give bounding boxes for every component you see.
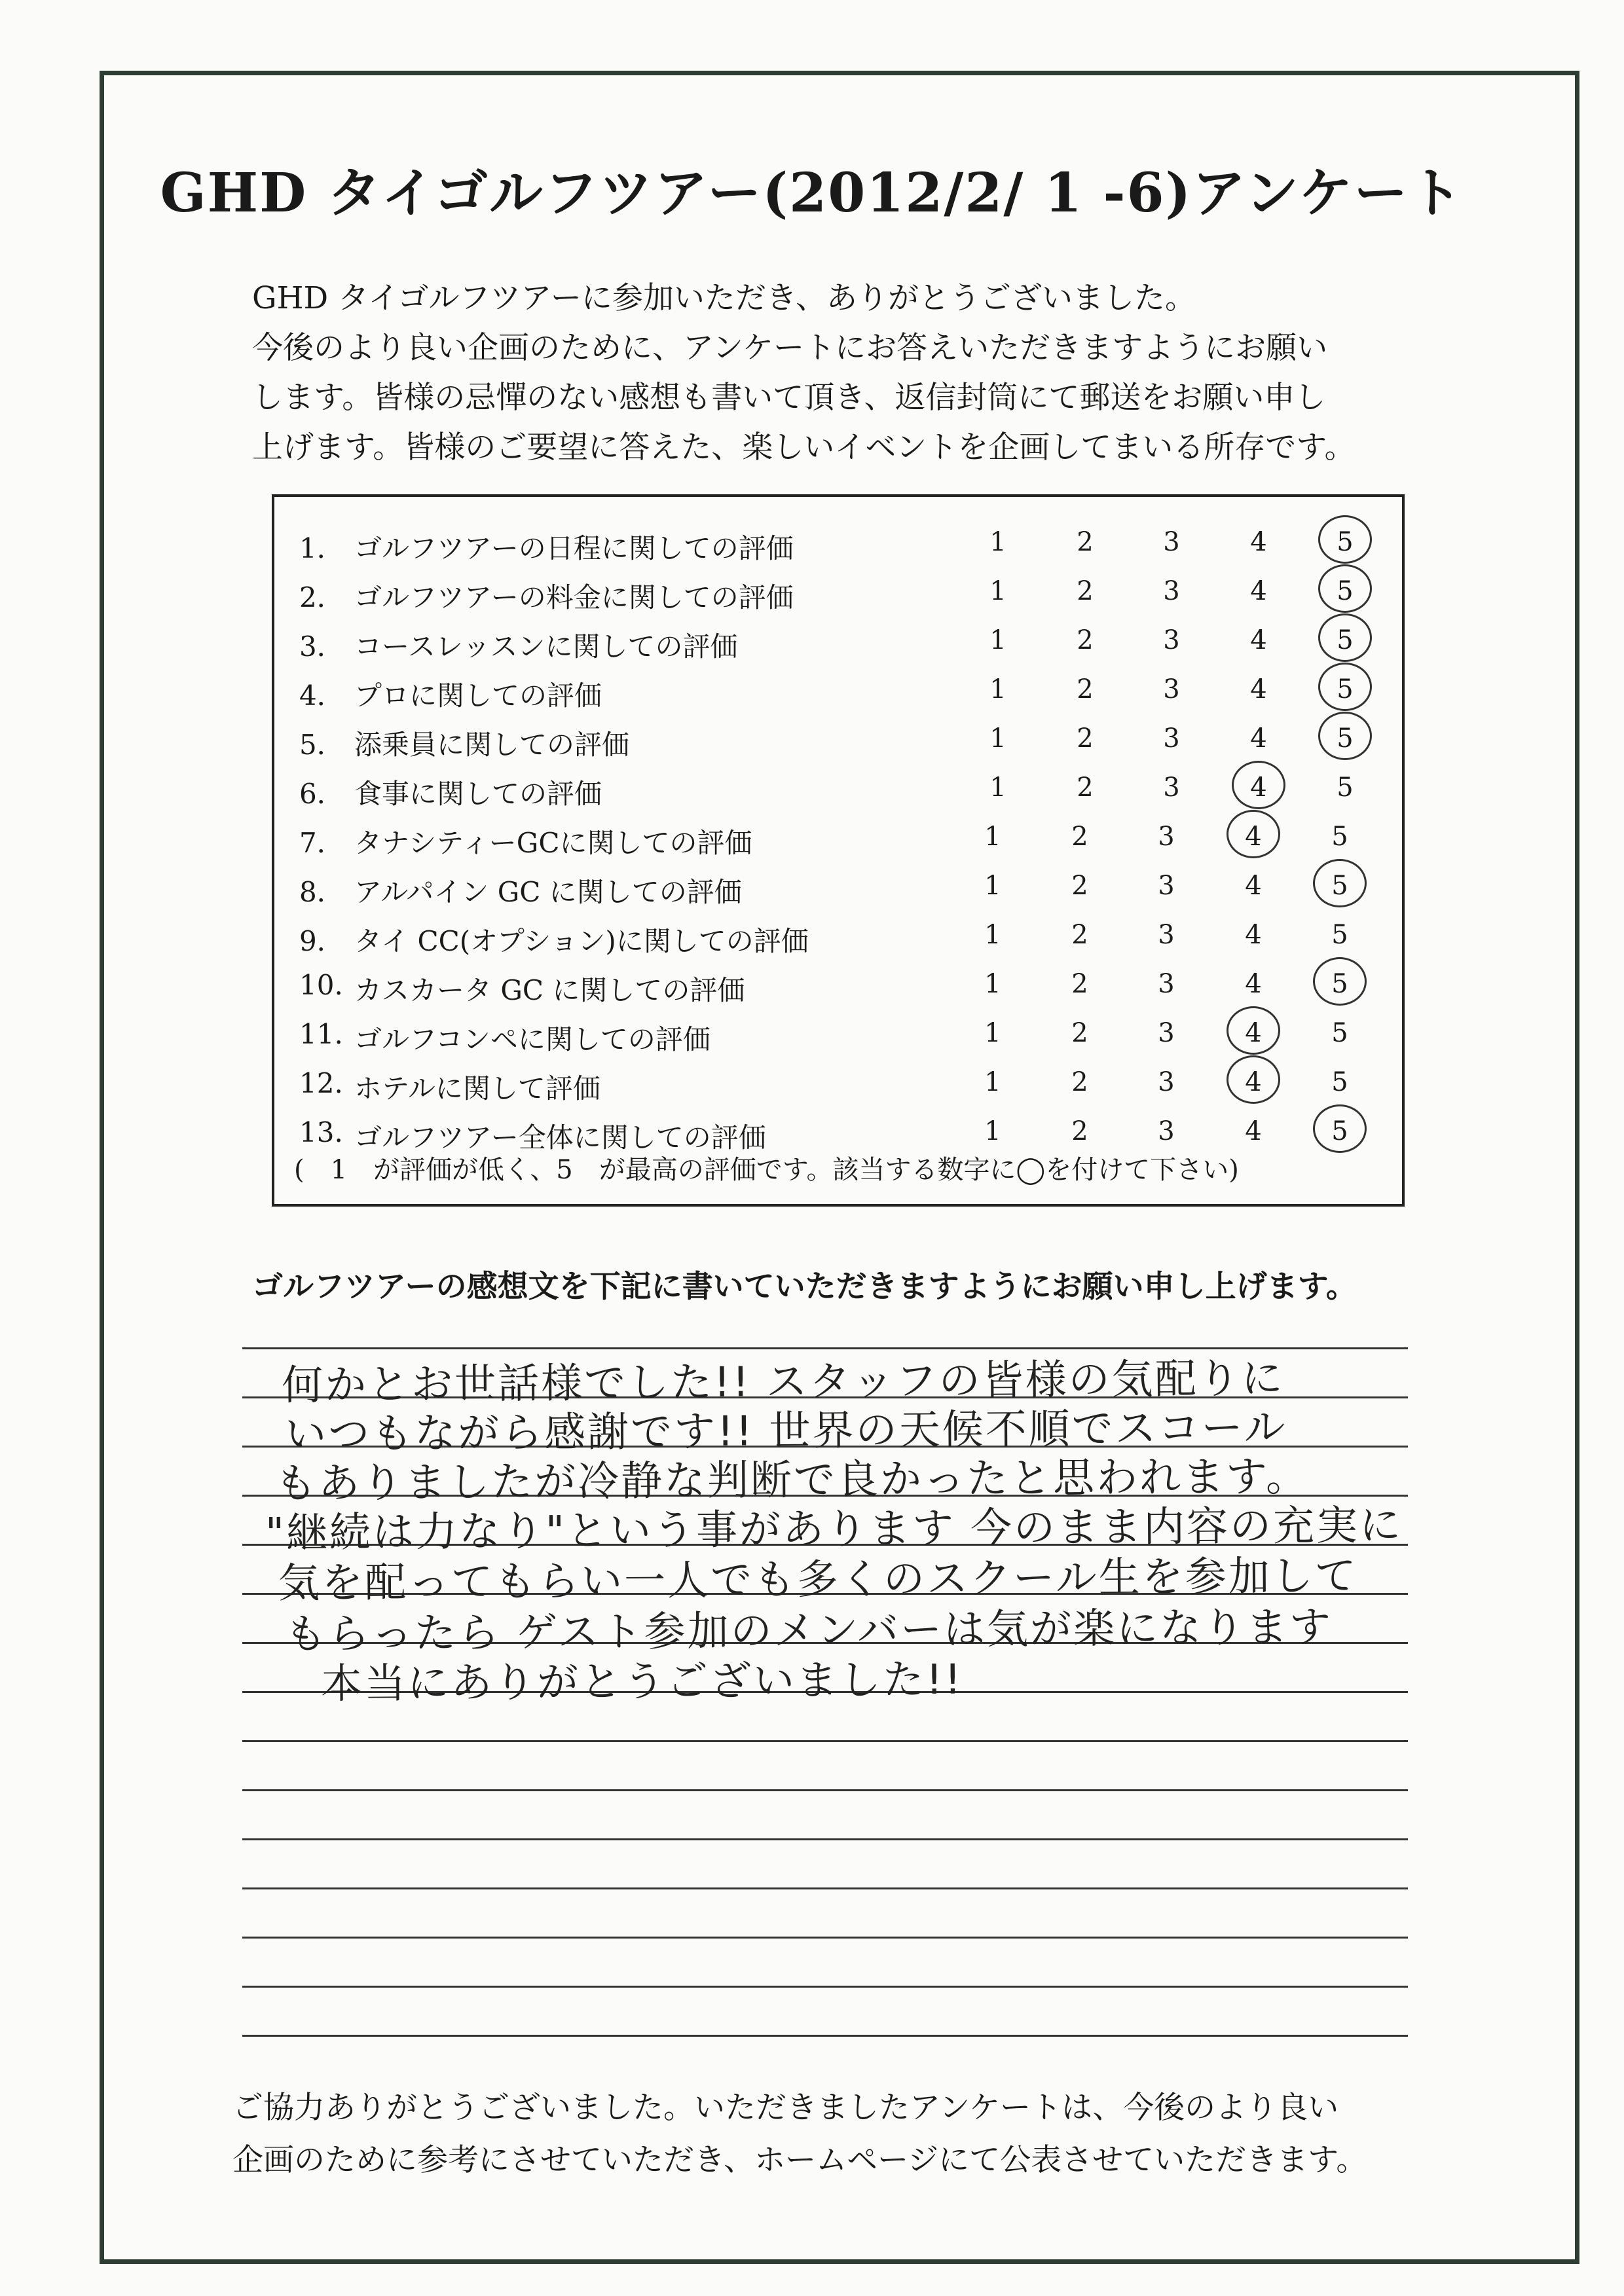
- rating-option-1[interactable]: 1: [984, 1067, 1001, 1097]
- rating-option-5[interactable]: 5: [1331, 822, 1348, 852]
- rating-number: 1．: [299, 532, 344, 564]
- intro-line: GHD タイゴルフツアーに参加いただき、ありがとうございました。: [252, 280, 1196, 316]
- ruled-line: [242, 1838, 1408, 1840]
- rating-option-1[interactable]: 1: [984, 920, 1001, 950]
- handwritten-line: もらったら ゲスト参加のメンバーは気が楽になります: [284, 1603, 1333, 1658]
- rating-number: 7．: [299, 827, 344, 859]
- rating-option-5[interactable]: 5: [1331, 1116, 1348, 1146]
- rating-number: 13.: [299, 1116, 343, 1148]
- rating-option-2[interactable]: 2: [1071, 969, 1088, 999]
- rating-option-5[interactable]: 5: [1331, 871, 1348, 901]
- rating-number: 5．: [299, 729, 344, 761]
- rating-label: タナシティーGCに関しての評価: [354, 827, 752, 859]
- rating-option-1[interactable]: 1: [984, 822, 1001, 852]
- rating-label: コースレッスンに関しての評価: [354, 630, 738, 663]
- rating-row: [274, 762, 1402, 811]
- comment-prompt: ゴルフツアーの感想文を下記に書いていただきますようにお願い申し上げます。: [252, 1269, 1357, 1305]
- rating-option-4[interactable]: 4: [1250, 674, 1267, 704]
- rating-number: 4．: [299, 680, 344, 712]
- rating-label: 添乗員に関しての評価: [354, 729, 630, 761]
- rating-option-2[interactable]: 2: [1071, 822, 1088, 852]
- selection-circle: [1318, 515, 1372, 564]
- rating-option-2[interactable]: 2: [1077, 527, 1094, 557]
- rating-number: 2．: [299, 581, 344, 613]
- rating-number: 3．: [299, 630, 344, 663]
- rating-option-1[interactable]: 1: [984, 1018, 1001, 1048]
- rating-label: 食事に関しての評価: [354, 778, 602, 810]
- rating-option-3[interactable]: 3: [1158, 1067, 1175, 1097]
- handwritten-line: もありましたが冷静な判断で良かったと思われます。: [274, 1452, 1310, 1508]
- rating-option-2[interactable]: 2: [1077, 674, 1094, 704]
- selection-circle: [1318, 564, 1372, 613]
- rating-number: 11.: [299, 1018, 343, 1050]
- rating-note: ( 1 が評価が低く、5 が最高の評価です。該当する数字に◯を付けて下さい): [294, 1155, 1239, 1185]
- rating-option-1[interactable]: 1: [984, 871, 1001, 901]
- rating-option-5[interactable]: 5: [1337, 625, 1354, 655]
- rating-option-3[interactable]: 3: [1158, 920, 1175, 950]
- rating-row: [274, 1057, 1402, 1106]
- intro-line: 今後のより良い企画のために、アンケートにお答えいただきますようにお願い: [252, 330, 1328, 366]
- rating-row: [274, 811, 1402, 860]
- rating-option-2[interactable]: 2: [1071, 871, 1088, 901]
- rating-option-3[interactable]: 3: [1163, 625, 1180, 655]
- rating-number: 8．: [299, 876, 344, 908]
- rating-row: [274, 1008, 1402, 1057]
- footer-line: ご協力ありがとうございました。いただきましたアンケートは、今後のより良い: [232, 2090, 1339, 2126]
- ruled-line: [242, 2035, 1408, 2037]
- rating-option-1[interactable]: 1: [989, 773, 1006, 803]
- footer-text: [232, 2082, 1477, 2187]
- ruled-line: [242, 1937, 1408, 1939]
- rating-option-3[interactable]: 3: [1158, 969, 1175, 999]
- rating-option-4[interactable]: 4: [1245, 920, 1262, 950]
- selection-circle: [1318, 712, 1372, 760]
- rating-option-2[interactable]: 2: [1071, 920, 1088, 950]
- rating-option-5[interactable]: 5: [1331, 969, 1348, 999]
- rating-row: [274, 517, 1402, 566]
- rating-label: ホテルに関して評価: [354, 1072, 600, 1104]
- rating-row: [274, 860, 1402, 909]
- rating-option-2[interactable]: 2: [1071, 1067, 1088, 1097]
- rating-option-4[interactable]: 4: [1250, 576, 1267, 606]
- rating-option-2[interactable]: 2: [1077, 576, 1094, 606]
- rating-option-3[interactable]: 3: [1163, 527, 1180, 557]
- ruled-line: [242, 1789, 1408, 1791]
- rating-label: アルパイン GC に関しての評価: [354, 876, 742, 908]
- rating-row: [274, 566, 1402, 615]
- rating-label: ゴルフツアーの日程に関しての評価: [354, 532, 794, 564]
- intro-line: 上げます。皆様のご要望に答えた、楽しいイベントを企画してまいる所存です。: [252, 429, 1356, 465]
- rating-option-5[interactable]: 5: [1331, 1018, 1348, 1048]
- rating-row: [274, 909, 1402, 958]
- rating-row: [274, 615, 1402, 664]
- selection-circle: [1227, 1055, 1280, 1104]
- rating-label: プロに関しての評価: [354, 680, 602, 712]
- ruled-line: [242, 1887, 1408, 1889]
- rating-label: ゴルフツアー全体に関しての評価: [354, 1121, 766, 1154]
- rating-number: 9．: [299, 925, 344, 957]
- ruled-line: [242, 1740, 1408, 1742]
- rating-option-5[interactable]: 5: [1331, 920, 1348, 950]
- rating-option-4[interactable]: 4: [1245, 1116, 1262, 1146]
- rating-row: [274, 958, 1402, 1008]
- selection-circle: [1318, 663, 1372, 711]
- selection-circle: [1227, 810, 1280, 858]
- rating-option-3[interactable]: 3: [1158, 1116, 1175, 1146]
- rating-option-2[interactable]: 2: [1071, 1116, 1088, 1146]
- intro-line: します。皆様の忌憚のない感想も書いて頂き、返信封筒にて郵送をお願い申し: [252, 380, 1326, 416]
- rating-option-4[interactable]: 4: [1250, 625, 1267, 655]
- rating-option-4[interactable]: 4: [1245, 822, 1262, 852]
- rating-option-5[interactable]: 5: [1337, 674, 1354, 704]
- selection-circle: [1318, 613, 1372, 662]
- rating-option-3[interactable]: 3: [1158, 1018, 1175, 1048]
- rating-label: ゴルフコンペに関しての評価: [354, 1023, 710, 1055]
- rating-option-5[interactable]: 5: [1331, 1067, 1348, 1097]
- rating-row: [274, 1106, 1402, 1155]
- rating-option-1[interactable]: 1: [989, 527, 1006, 557]
- rating-option-1[interactable]: 1: [989, 625, 1006, 655]
- rating-option-2[interactable]: 2: [1077, 773, 1094, 803]
- rating-option-3[interactable]: 3: [1158, 822, 1175, 852]
- rating-label: タイ CC(オプション)に関しての評価: [354, 925, 809, 957]
- rating-option-3[interactable]: 3: [1163, 773, 1180, 803]
- rating-number: 10.: [299, 969, 343, 1001]
- rating-option-4[interactable]: 4: [1245, 1067, 1262, 1097]
- rating-number: 12.: [299, 1067, 343, 1099]
- rating-option-4[interactable]: 4: [1250, 723, 1267, 754]
- survey-title: GHD タイゴルフツアー(2012/2/ 1 -6)アンケート: [160, 162, 1464, 225]
- rating-option-5[interactable]: 5: [1337, 576, 1354, 606]
- rating-option-5[interactable]: 5: [1337, 527, 1354, 557]
- rating-option-4[interactable]: 4: [1245, 969, 1262, 999]
- rating-number: 6．: [299, 778, 344, 810]
- rating-option-3[interactable]: 3: [1163, 576, 1180, 606]
- rating-option-1[interactable]: 1: [989, 576, 1006, 606]
- intro-text: [252, 274, 1496, 473]
- rating-option-4[interactable]: 4: [1250, 773, 1267, 803]
- rating-option-2[interactable]: 2: [1071, 1018, 1088, 1048]
- footer-line: 企画のために参考にさせていただき、ホームページにて公表させていただきます。: [232, 2142, 1367, 2178]
- rating-option-1[interactable]: 1: [989, 723, 1006, 754]
- handwritten-line: いつもながら感謝です!! 世界の天候不順でスコール: [284, 1403, 1287, 1459]
- rating-row: [274, 713, 1402, 762]
- handwritten-line: "継続は力なり"という事があります 今のまま内容の充実に: [265, 1501, 1403, 1558]
- rating-option-4[interactable]: 4: [1250, 527, 1267, 557]
- handwritten-line: 何かとお世話様でした!! スタッフの皆様の気配りに: [281, 1354, 1285, 1410]
- rating-option-1[interactable]: 1: [989, 674, 1006, 704]
- rating-option-3[interactable]: 3: [1163, 723, 1180, 754]
- rating-label: カスカータ GC に関しての評価: [354, 974, 745, 1006]
- rating-option-5[interactable]: 5: [1337, 723, 1354, 754]
- rating-option-1[interactable]: 1: [984, 1116, 1001, 1146]
- rating-option-1[interactable]: 1: [984, 969, 1001, 999]
- selection-circle: [1232, 761, 1285, 809]
- handwritten-line: 気を配ってもらい一人でも多くのスクール生を参加して: [278, 1552, 1359, 1607]
- rating-table: [272, 494, 1405, 1207]
- selection-circle: [1313, 859, 1367, 907]
- rating-row: [274, 664, 1402, 713]
- selection-circle: [1313, 957, 1367, 1006]
- ruled-line: [242, 1986, 1408, 1988]
- rating-label: ゴルフツアーの料金に関しての評価: [354, 581, 794, 613]
- rating-option-4[interactable]: 4: [1245, 1018, 1262, 1048]
- handwritten-line: 本当にありがとうございました!!: [320, 1655, 963, 1708]
- rating-option-5[interactable]: 5: [1337, 773, 1354, 803]
- rating-option-4[interactable]: 4: [1245, 871, 1262, 901]
- rating-option-2[interactable]: 2: [1077, 625, 1094, 655]
- rating-option-3[interactable]: 3: [1158, 871, 1175, 901]
- selection-circle: [1227, 1006, 1280, 1055]
- rating-option-2[interactable]: 2: [1077, 723, 1094, 754]
- selection-circle: [1313, 1104, 1367, 1153]
- rating-option-3[interactable]: 3: [1163, 674, 1180, 704]
